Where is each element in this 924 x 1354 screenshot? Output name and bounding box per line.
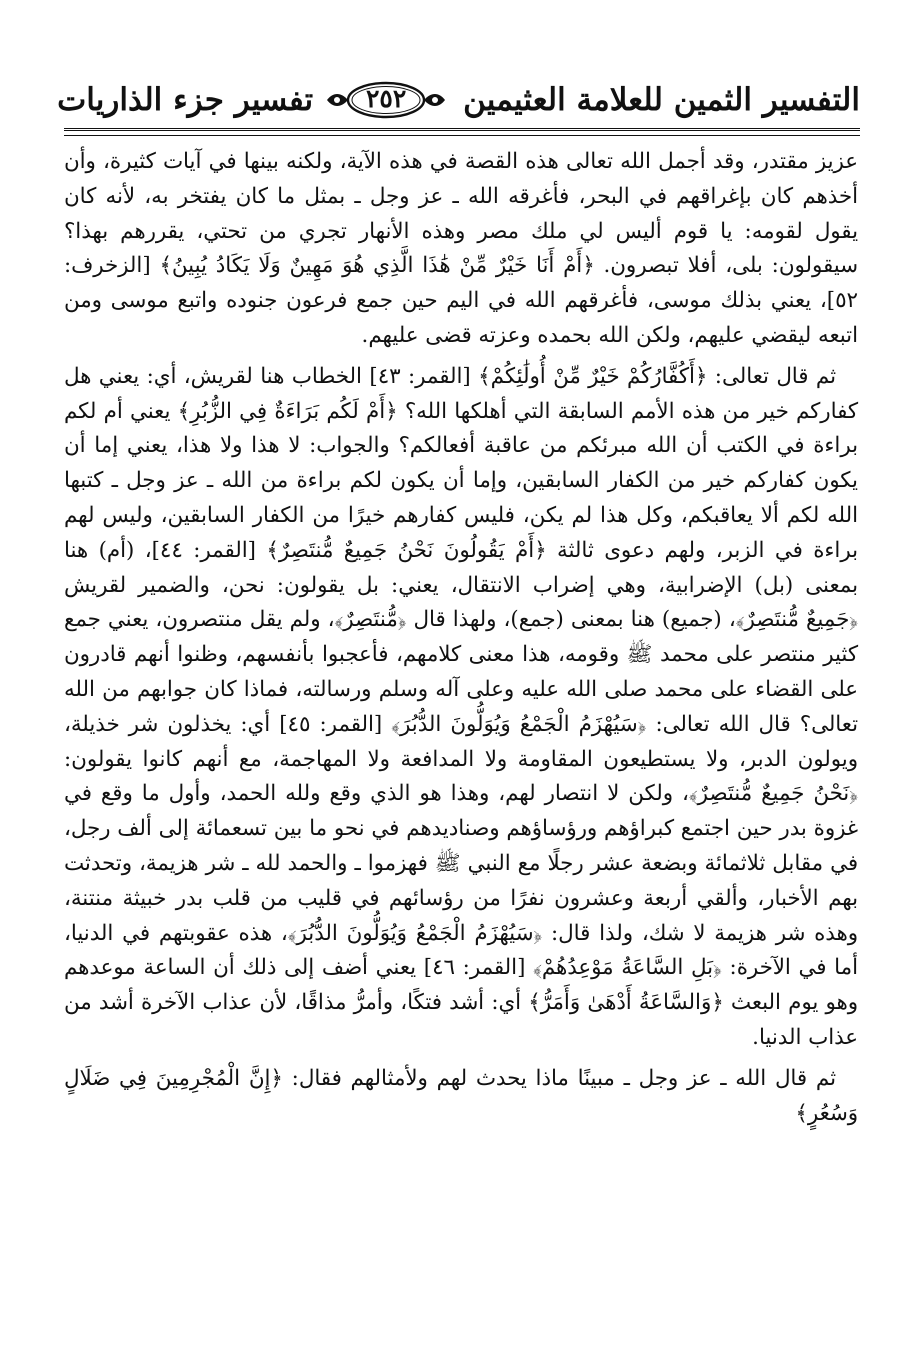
surah-title: تفسير جزء الذاريات: [57, 82, 314, 118]
page-header: [57, 72, 860, 130]
page-body: [64, 145, 858, 1131]
header-book-group: [313, 78, 860, 130]
header-divider: [64, 128, 860, 136]
paragraph-1: عزيز مقتدر، وقد أجمل الله تعالى هذه القصة في هذه الآية، ولكنه بينها في آيات كثيرة، وأن أخذهم كان بإغراقهم في البحر، فأغرقه الله ـ عز وجل ـ بمثل ما كان يفتخر به، لأنه كان يقول لقومه: يا قوم أليس لي ملك مصر وهذه الأنهار تجري من تحتي، يقررهم بهذا؟ سيقولون: بلى، أفلا تبصرون. ﴿أَمْ أَنَا خَيْرٌ مِّنْ هَٰذَا الَّذِي هُوَ مَهِينٌ وَلَا يَكَادُ يُبِينُ﴾ [الزخرف: ٥٢]، يعني بذلك موسى، فأغرقهم الله في اليم حين جمع فرعون جنوده واتبع موسى ومن اتبعه ليقضي عليهم، ولكن الله بحمده وعزته قضى عليهم.: [64, 149, 858, 348]
paragraph-3: ثم قال الله ـ عز وجل ـ مبينًا ماذا يحدث لهم ولأمثالهم فقال: ﴿إِنَّ الْمُجْرِمِينَ فِي ضَلَالٍ وَسُعُرٍ﴾: [64, 1065, 858, 1126]
page-number: ٢٥٢: [365, 84, 407, 113]
page-number-ornament: [323, 78, 449, 122]
book-title: التفسير الثمين للعلامة العثيمين: [463, 82, 860, 118]
paragraph-2: ثم قال تعالى: ﴿أَكُفَّارُكُمْ خَيْرٌ مِّنْ أُولَٰئِكُمْ﴾ [القمر: ٤٣] الخطاب هنا لقريش، أي: يعني هل كفاركم خير من هذه الأمم السابقة التي أهلكها الله؟ ﴿أَمْ لَكُم بَرَاءَةٌ فِي الزُّبُرِ﴾ يعني أم لكم براءة في الكتب أن الله مبرئكم من عاقبة أفعالكم؟ والجواب: لا هذا ولا هذا، يعني إما أن يكون كفاركم خير من الكفار السابقين، وإما أن يكون لكم براءة من الله ـ عز وجل ـ كتبها الله لكم ألا يعاقبكم، وكل هذا لم يكن، فليس كفارهم خيرًا من الكفار السابقين، وليس لهم براءة في الزبر، ولهم دعوى ثالثة ﴿أَمْ يَقُولُونَ نَحْنُ جَمِيعٌ مُّنتَصِرٌ﴾ [القمر: ٤٤]، (أم) هنا بمعنى (بل) الإضرابية، وهي إضراب الانتقال، يعني: بل يقولون: نحن، والضمير لقريش ﴿جَمِيعٌ مُّنتَصِرٌ﴾، (جميع) هنا بمعنى (جمع)، ولهذا قال ﴿مُّنتَصِرٌ﴾، ولم يقل منتصرون، يعني جمع كثير منتصر على محمد ﷺ وقومه، هذا معنى كلامهم، فأعجبوا بأنفسهم، وظنوا أنهم قادرون على القضاء على محمد صلى الله عليه وعلى آله وسلم ورسالته، فماذا كان جوابهم من الله تعالى؟ قال الله تعالى: ﴿سَيُهْزَمُ الْجَمْعُ وَيُوَلُّونَ الدُّبُرَ﴾ [القمر: ٤٥] أي: يخذلون شر خذيلة، ويولون الدبر، ولا يستطيعون المقاومة ولا المدافعة ولا المهاجمة، مع أنهم كانوا يقولون: ﴿نَحْنُ جَمِيعٌ مُّنتَصِرٌ﴾، ولكن لا انتصار لهم، وهذا هو الذي وقع ولله الحمد، وأول ما وقع في غزوة بدر حين اجتمع كبراؤهم ورؤساؤهم وصناديدهم في نحو ما بين تسعمائة إلى ألف رجل، في مقابل ثلاثمائة وبضعة عشر رجلًا مع النبي ﷺ فهزموا ـ والحمد لله ـ شر هزيمة، وتحدثت بهم الأخبار، وألقي أربعة وعشرون نفرًا من رؤسائهم في قليب من قلب بدر خبيثة منتنة، وهذه شر هزيمة لا شك، ولذا قال: ﴿سَيُهْزَمُ الْجَمْعُ وَيُوَلُّونَ الدُّبُرَ﴾، هذه عقوبتهم في الدنيا، أما في الآخرة: ﴿بَلِ السَّاعَةُ مَوْعِدُهُمْ﴾ [القمر: ٤٦] يعني أضف إلى ذلك أن الساعة موعدهم وهو يوم البعث ﴿وَالسَّاعَةُ أَدْهَىٰ وَأَمَرُّ﴾ أي: أشد فتكًا، وأمرُّ مذاقًا، لأن عذاب الآخرة أشد من عذاب الدنيا.: [64, 363, 858, 1050]
